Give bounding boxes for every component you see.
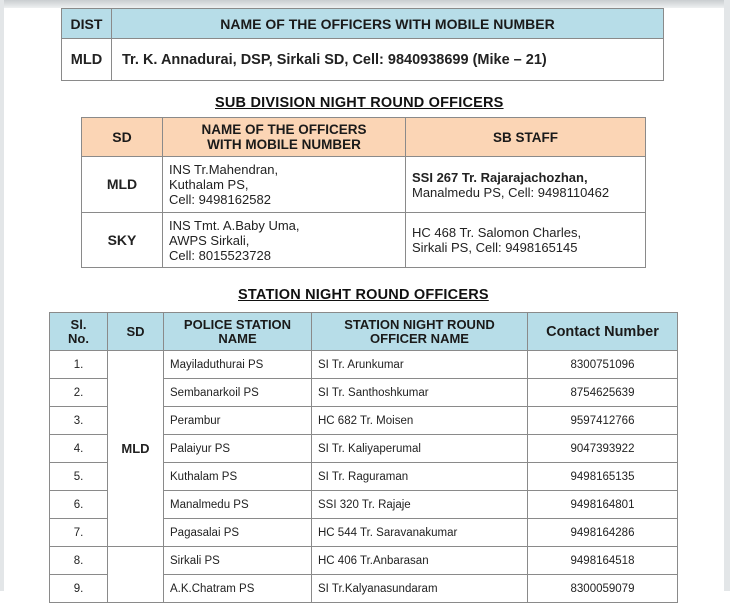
station-cell: Kuthalam PS — [164, 463, 312, 491]
station-heading: STATION NIGHT ROUND OFFICERS — [238, 287, 489, 303]
sb-staff-header: SB STAFF — [406, 118, 646, 157]
sl-cell: 8. — [50, 547, 108, 575]
officer-header: NAME OF THE OFFICERS WITH MOBILE NUMBER — [112, 9, 664, 39]
sub-division-table — [81, 117, 646, 268]
sl-cell: 9. — [50, 575, 108, 603]
table-row — [82, 157, 646, 213]
table-row — [50, 547, 678, 575]
officer-cell: HC 682 Tr. Moisen — [312, 407, 528, 435]
sd-cell: MLD — [82, 157, 163, 213]
station-cell: Sembanarkoil PS — [164, 379, 312, 407]
sb-staff-cell — [406, 213, 646, 268]
officer-line: Cell: 8015523728 — [169, 247, 271, 263]
officer-header-line: NAME OF THE OFFICERS — [201, 122, 367, 137]
officer-line: INS Tmt. A.Baby Uma, — [169, 217, 300, 233]
officer-cell: SI Tr.Kalyanasundaram — [312, 575, 528, 603]
officer-cell: SI Tr. Kaliyaperumal — [312, 435, 528, 463]
officer-header-line: STATION NIGHT ROUND — [344, 316, 495, 332]
ps-header-line: NAME — [218, 330, 257, 346]
sl-header-line: No. — [68, 330, 89, 346]
station-cell: Sirkali PS — [164, 547, 312, 575]
station-cell: A.K.Chatram PS — [164, 575, 312, 603]
window-right-edge — [724, 0, 730, 591]
contact-cell: 9498164518 — [528, 547, 678, 575]
officer-header-line: WITH MOBILE NUMBER — [207, 137, 361, 152]
window-top-edge — [0, 0, 730, 8]
window-left-edge — [0, 0, 4, 591]
sb-staff-line: SSI 267 Tr. Rajarajachozhan, — [412, 169, 588, 185]
dist-cell: MLD — [62, 39, 112, 81]
officer-cell: SI Tr. Santhoshkumar — [312, 379, 528, 407]
sd-group-cell: MLD — [108, 351, 164, 547]
contact-cell: 8300751096 — [528, 351, 678, 379]
sb-staff-cell — [406, 157, 646, 213]
table-row — [62, 39, 664, 81]
officer-name-header — [312, 313, 528, 351]
officer-header — [163, 118, 406, 157]
contact-cell: 9498164801 — [528, 491, 678, 519]
station-table — [49, 312, 678, 603]
officer-line: Cell: 9498162582 — [169, 192, 271, 207]
sb-staff-line: Manalmedu PS, Cell: 9498110462 — [412, 184, 610, 200]
officer-cell: HC 544 Tr. Saravanakumar — [312, 519, 528, 547]
table-row — [50, 351, 678, 379]
station-cell: Palaiyur PS — [164, 435, 312, 463]
officer-cell: SSI 320 Tr. Rajaje — [312, 491, 528, 519]
officer-cell — [163, 213, 406, 268]
sl-cell: 6. — [50, 491, 108, 519]
table-header-row — [62, 9, 664, 39]
officer-cell: SI Tr. Arunkumar — [312, 351, 528, 379]
sl-no-header — [50, 313, 108, 351]
sl-header-line: Sl. — [70, 316, 87, 332]
contact-cell: 8754625639 — [528, 379, 678, 407]
contact-cell: 9498164286 — [528, 519, 678, 547]
officer-cell: SI Tr. Raguraman — [312, 463, 528, 491]
officer-header-line: OFFICER NAME — [370, 330, 469, 346]
sl-cell: 4. — [50, 435, 108, 463]
police-station-header — [164, 313, 312, 351]
table-header-row — [50, 313, 678, 351]
contact-cell: 8300059079 — [528, 575, 678, 603]
sl-cell: 1. — [50, 351, 108, 379]
sd-header: SD — [82, 118, 163, 157]
station-cell: Manalmedu PS — [164, 491, 312, 519]
sd-cell: SKY — [82, 213, 163, 268]
table-header-row — [82, 118, 646, 157]
station-cell: Pagasalai PS — [164, 519, 312, 547]
contact-number-header: Contact Number — [528, 313, 678, 351]
officer-cell: HC 406 Tr.Anbarasan — [312, 547, 528, 575]
sl-cell: 2. — [50, 379, 108, 407]
ps-header-line: POLICE STATION — [183, 316, 292, 332]
station-cell: Perambur — [164, 407, 312, 435]
officer-line: AWPS Sirkali, — [169, 232, 250, 248]
sub-division-heading: SUB DIVISION NIGHT ROUND OFFICERS — [215, 95, 504, 111]
officer-line: Kuthalam PS, — [169, 177, 249, 192]
dsp-officer-table — [61, 8, 664, 81]
sd-header: SD — [108, 313, 164, 351]
officer-cell: Tr. K. Annadurai, DSP, Sirkali SD, Cell: 9840938699 (Mike – 21) — [112, 39, 664, 81]
table-row — [82, 213, 646, 268]
sl-cell: 3. — [50, 407, 108, 435]
contact-cell: 9498165135 — [528, 463, 678, 491]
sb-staff-line: Sirkali PS, Cell: 9498165145 — [412, 240, 578, 255]
officer-line: INS Tr.Mahendran, — [169, 162, 279, 177]
sd-group-cell — [108, 547, 164, 603]
contact-cell: 9047393922 — [528, 435, 678, 463]
contact-cell: 9597412766 — [528, 407, 678, 435]
sl-cell: 5. — [50, 463, 108, 491]
dist-header: DIST — [62, 9, 112, 39]
officer-cell — [163, 157, 406, 213]
sb-staff-line: HC 468 Tr. Salomon Charles, — [412, 225, 582, 240]
sl-cell: 7. — [50, 519, 108, 547]
station-cell: Mayiladuthurai PS — [164, 351, 312, 379]
